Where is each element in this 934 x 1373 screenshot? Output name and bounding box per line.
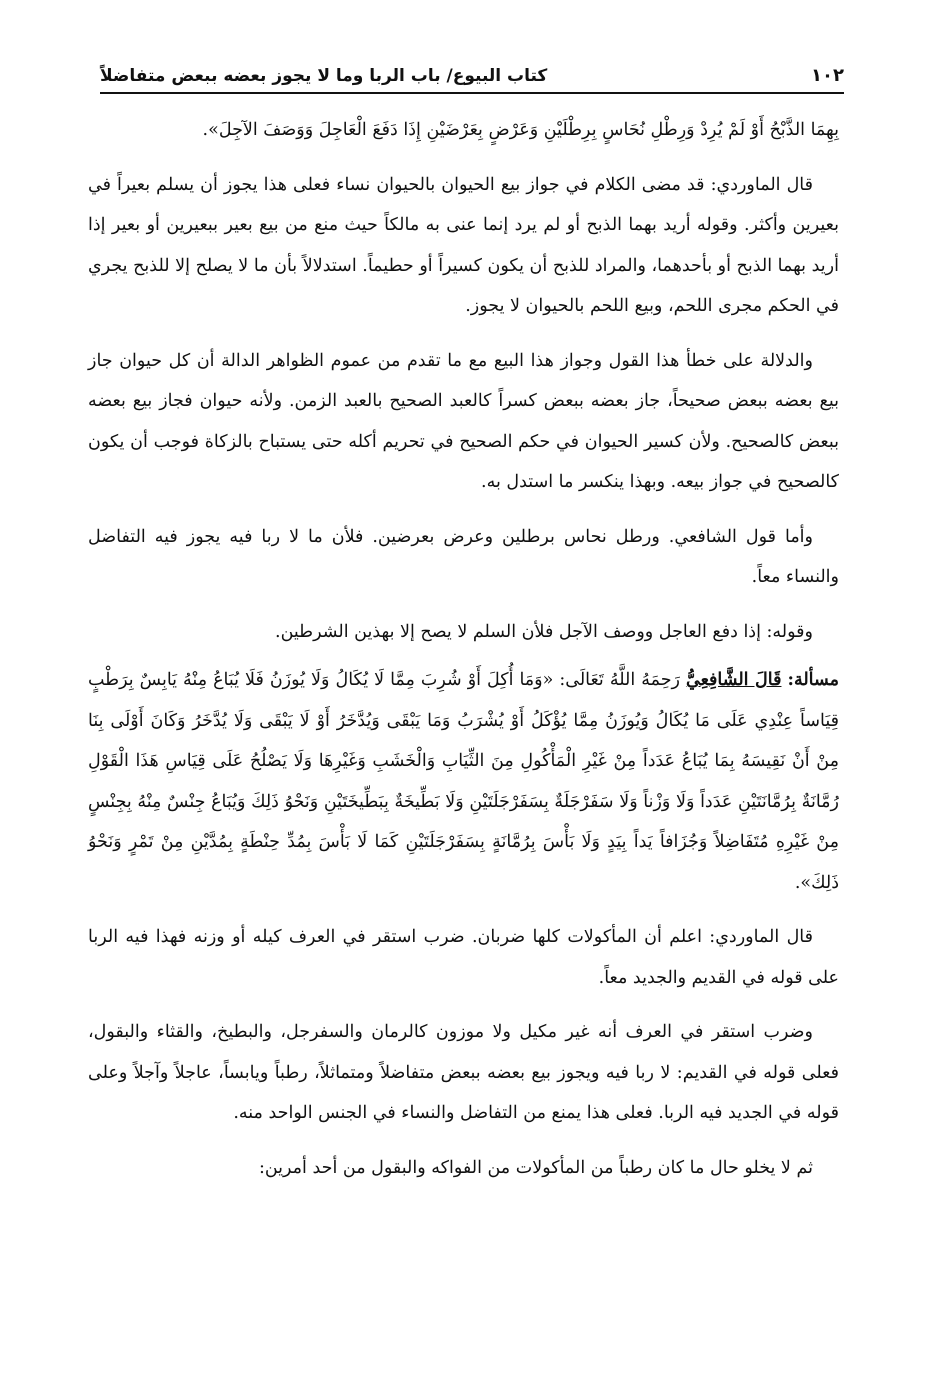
running-title: كتاب البيوع/ باب الربا وما لا يجوز بعضه ببعض متفاضلاً (100, 66, 548, 86)
masala-text: رَحِمَهُ اللَّهُ تَعَالَى: «وَمَا أُكِلَ أَوْ شُرِبَ مِمَّا لَا يُكَالُ وَلَا يُوزَنُ فَلَا يُبَاعُ مِنْهُ يَابِسٌ بِرَطْبٍ قِيَاساً عِنْدِي عَلَى مَا يُكَالُ وَيُوزَنُ مِمَّا يُؤْكَلُ أَوْ يُشْرَبُ وَمَا يَبْقَى وَيُدَّخَرُ أَوْ لَا يَبْقَى وَلَا يُدَّخَرُ وَكَانَ أَوْلَى بِنَا مِنْ أَنْ نَقِيسَهُ بِمَا يُبَاعُ عَدَداً مِنْ غَيْرِ الْمَأْكُولِ مِنَ الثِّيَابِ وَالْخَشَبِ وَغَيْرِهَا وَلَا يَصْلُحُ عَلَى قِيَاسِ هَذَا الْقَوْلِ رُمَّانَةٌ بِرُمَّانَتَيْنِ عَدَداً وَلَا وَزْناً وَلَا سَفَرْجَلَةٌ بِسَفَرْجَلَتَيْنِ وَلَا بَطِّيخَةٌ بِبَطِّيخَتَيْنِ وَنَحْوُ ذَلِكَ وَيُبَاعُ جِنْسٌ مِنْهُ بِجِنْسٍ مِنْ غَيْرِهِ مُتَفَاضِلاً وَجُزَافاً يَداً بِيَدٍ وَلَا بَأْسَ بِرُمَّانَةٍ بِسَفَرْجَلَتَيْنِ كَمَا لَا بَأْسَ بِمُدِّ حِنْطَةٍ بِمُدَّيْنِ مِنْ تَمْرٍ وَنَحْوُ ذَلِكَ». (88, 670, 839, 893)
paragraph-second-kind: وضرب استقر في العرف أنه غير مكيل ولا موزون كالرمان والسفرجل، والبطيخ، والقثاء والبقول، فعلى قوله في القديم: لا ربا فيه ويجوز بيع بعضه ببعض متفاضلاً ومتماثلاً، رطباً ويابساً، عاجلاً وآجلاً وعلى قوله في الجديد فيه الربا. فعلى هذا يمنع من التفاضل والنساء في الجنس الواحد منه. (88, 1022, 839, 1123)
masala-speaker: قَالَ الشَّافِعِيُّ (685, 670, 782, 690)
paragraph-mawardi-2: قال الماوردي: اعلم أن المأكولات كلها ضربان. ضرب استقر في العرف كيله أو وزنه فهذا فيه الربا على قوله في القديم والجديد معاً. (88, 927, 839, 988)
paragraph-salam-condition: وقوله: إذا دفع العاجل ووصف الآجل فلأن السلم لا يصح إلا بهذين الشرطين. (275, 621, 813, 642)
running-header (100, 58, 844, 94)
body-text (88, 110, 839, 1202)
page-number: ١٠٢ (811, 65, 844, 86)
paragraph-evidence: والدلالة على خطأ هذا القول وجواز هذا البيع مع ما تقدم من عموم الظواهر الدالة أن كل حيوان جاز بيع بعضه ببعض صحيحاً، جاز بعضه ببعض كسراً كالعبد الصحيح بالعبد الزمن. ولأنه حيوان فجاز بيع بعضه ببعض كالصحيح. ولأن كسير الحيوان في حكم الصحيح في تحريم أكله حتى يستباح بالزكاة فوجب أن يكون كالصحيح في جواز بيعه. وبهذا ينكسر ما استدل به. (88, 350, 839, 492)
paragraph-shafii-statement: وأما قول الشافعي. ورطل نحاس برطلين وعرض بعرضين. فلأن ما لا ربا فيه يجوز فيه التفاضل والنساء معاً. (88, 526, 839, 587)
paragraph-continuation: بِهِمَا الذَّبْحُ أَوْ لَمْ يُرِدْ وَرِطْلِ نُحَاسٍ بِرِطْلَيْنِ وَعَرْضٍ بِعَرْضَيْنِ إِذَا دَفَعَ الْعَاجِلَ وَوَصَفَ الآجِلَ». (202, 120, 839, 140)
paragraph-mawardi-1: قال الماوردي: قد مضى الكلام في جواز بيع الحيوان بالحيوان نساء فعلى هذا يجوز أن يسلم بعيراً في بعيرين وأكثر. وقوله أريد بهما الذبح أو لم يرد إنما عنى به مالكاً حيث منع من بيع بعير ببعيرين أو بعير إذا أريد بهما الذبح أو بأحدهما، والمراد للذبح أن يكون كسيراً أو حطيماً. استدلالاً بأن ما لا يصلح إلا للذبح يجري في الحكم مجرى اللحم، وبيع اللحم بالحيوان لا يجوز. (88, 174, 839, 316)
masala-label: مسألة: (787, 670, 839, 690)
paragraph-masala (88, 660, 839, 903)
paragraph-closing: ثم لا يخلو حال ما كان رطباً من المأكولات من الفواكه والبقول من أحد أمرين: (258, 1157, 813, 1178)
